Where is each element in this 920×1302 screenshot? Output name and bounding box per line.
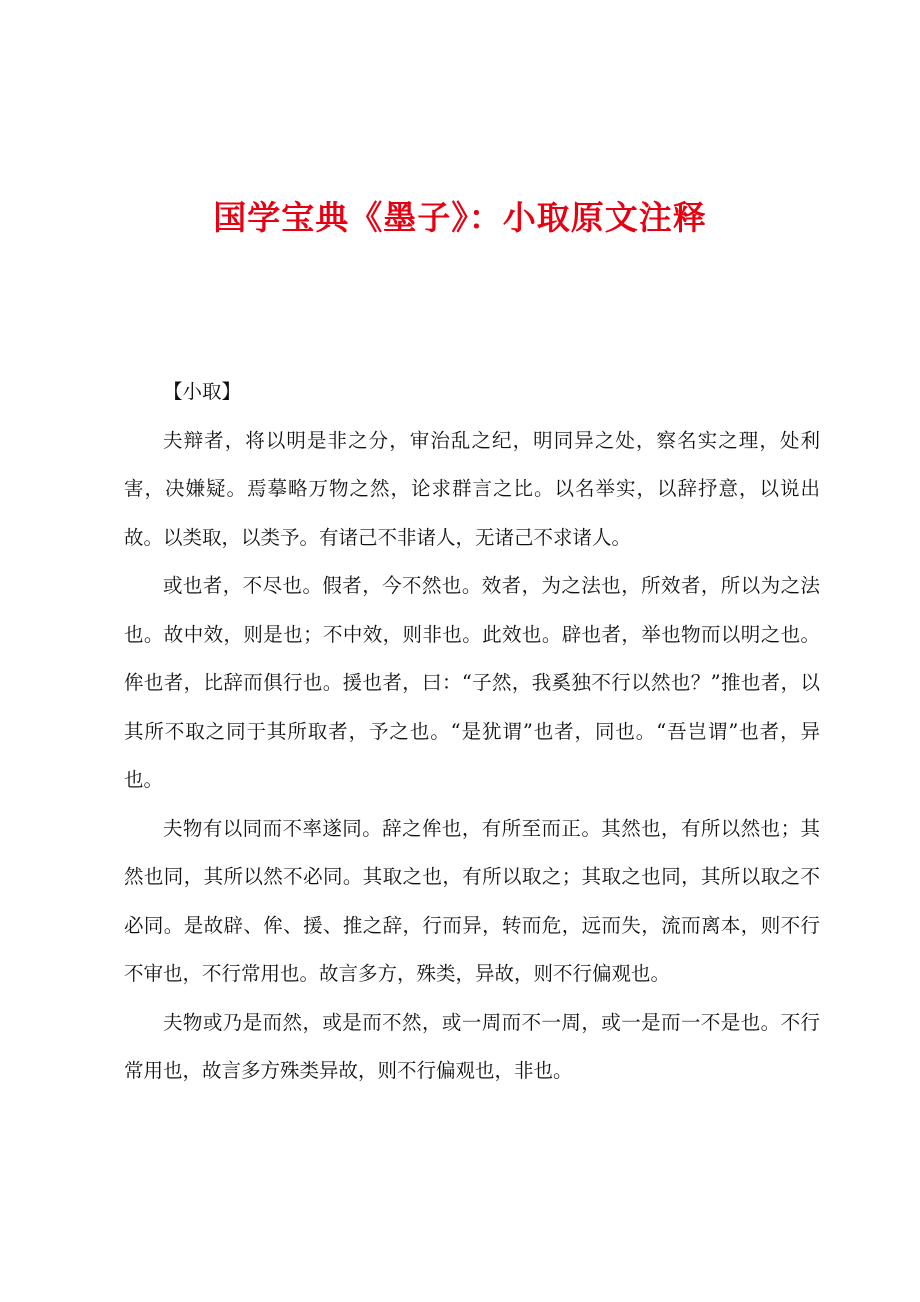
page-title: 国学宝典《墨子》：小取原文注释 bbox=[213, 198, 707, 237]
paragraph-1: 夫辩者，将以明是非之分，审治乱之纪，明同异之处，察名实之理，处利害，决嫌疑。焉摹略万物之然，论求群言之比。以名举实，以辞抒意，以说出故。以类取，以类予。有诸己不非诸人，无诸己不求诸人。 bbox=[124, 428, 820, 549]
paragraph-2: 或也者，不尽也。假者，今不然也。效者，为之法也，所效者，所以为之法也。故中效，则是也；不中效，则非也。此效也。辟也者，举也物而以明之也。侔也者，比辞而俱行也。援也者，曰：“子然，我奚独不行以然也？”推也者，以其所不取之同于其所取者，予之也。“是犹谓”也者，同也。“吾岂谓”也者，异也。 bbox=[124, 574, 820, 791]
paragraph-4: 夫物或乃是而然，或是而不然，或一周而不一周，或一是而一不是也。不行常用也，故言多方殊类异故，则不行偏观也，非也。 bbox=[124, 1010, 820, 1082]
section-label: 【小取】 bbox=[163, 380, 242, 403]
document-body bbox=[124, 368, 820, 1096]
paragraph-3: 夫物有以同而不率遂同。辞之侔也，有所至而正。其然也，有所以然也；其然也同，其所以然不必同。其取之也，有所以取之；其取之也同，其所以取之不必同。是故辟、侔、援、推之辞，行而异，转而危，远而失，流而离本，则不行不审也，不行常用也。故言多方，殊类，异故，则不行偏观也。 bbox=[124, 816, 820, 985]
